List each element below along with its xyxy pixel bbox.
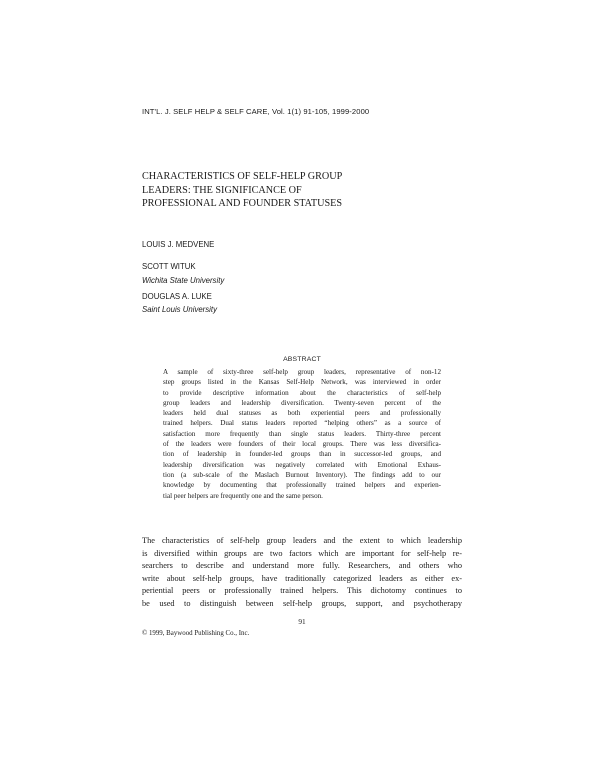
abstract-line: satisfaction more frequently than single status leaders. Thirty-three percent (163, 429, 441, 438)
abstract-line: step groups listed in the Kansas Self-Help Network, was interviewed in order (163, 378, 441, 387)
abstract-line: tion (a sub-scale of the Maslach Burnout Inventory). The findings add to our (163, 470, 441, 479)
abstract-line: A sample of sixty-three self-help group leaders, representative of non-12 (163, 368, 441, 376)
abstract-line: leadership diversification was negatively correlated with Emotional Exhaus- (163, 460, 441, 469)
abstract-text (163, 367, 441, 501)
body-line: The characteristics of self-help group leaders and the extent to which leadership (142, 536, 462, 545)
copyright-notice: © 1999, Baywood Publishing Co., Inc. (142, 630, 250, 637)
body-paragraph (142, 535, 462, 611)
abstract-line: tion of leadership in founder-led groups than in successor-led groups, and (163, 450, 441, 459)
body-line: searchers to describe and understand more fully. Researchers, and others who (142, 561, 462, 571)
author-name: LOUIS J. MEDVENE (142, 240, 215, 249)
author-name: SCOTT WITUK (142, 262, 196, 271)
body-line: be used to distinguish between self-help groups, support, and psychotherapy (142, 598, 462, 608)
running-head: INT'L. J. SELF HELP & SELF CARE, Vol. 1(1) 91-105, 1999-2000 (142, 107, 370, 116)
abstract-line: leaders held dual statuses as both experiential peers and professionally (163, 409, 441, 418)
title-line: PROFESSIONAL AND FOUNDER STATUSES (142, 198, 343, 209)
body-line: write about self-help groups, have traditionally categorized leaders as either ex- (142, 573, 462, 583)
title-line: CHARACTERISTICS OF SELF-HELP GROUP (142, 171, 343, 182)
author-affiliation: Wichita State University (142, 276, 225, 285)
body-line: periential peers or professionally trained helpers. This dichotomy continues to (142, 586, 462, 596)
article-title (142, 170, 472, 211)
page-number: 91 (298, 617, 306, 626)
abstract-line: tial peer helpers are frequently one and the same person. (163, 491, 323, 500)
abstract-line: knowledge by documenting that professionally trained helpers and experien- (163, 481, 441, 490)
title-line: LEADERS: THE SIGNIFICANCE OF (142, 184, 302, 196)
abstract-line: to provide descriptive information about the characteristics of self-help (163, 388, 441, 397)
author-affiliation: Saint Louis University (142, 305, 217, 314)
body-line: is diversified within groups are two factors which are important for self-help re- (142, 548, 462, 558)
abstract-line: group leaders and leadership diversification. Twenty-seven percent of the (163, 398, 441, 407)
abstract-heading: ABSTRACT (283, 356, 321, 363)
author-name: DOUGLAS A. LUKE (142, 292, 212, 301)
abstract-line: of the leaders were founders of their local groups. There was less diversifica- (163, 440, 441, 449)
abstract-line: trained helpers. Dual status leaders reported “helping others” as a source of (163, 419, 441, 428)
